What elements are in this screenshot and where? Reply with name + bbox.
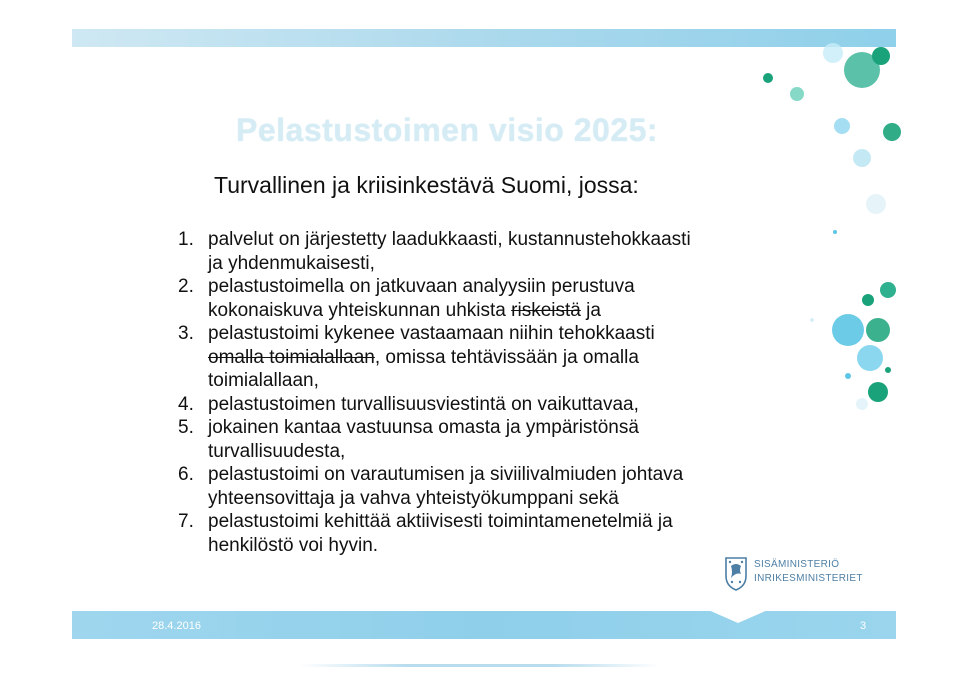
page-number: 3: [860, 620, 867, 632]
dot: [823, 43, 843, 63]
item-text: yhteensovittaja ja vahva yhteistyökumppani sekä: [208, 487, 619, 509]
dot: [856, 398, 868, 410]
item-number: 7.: [178, 511, 194, 532]
list-item: [166, 463, 806, 510]
list-item: [166, 510, 806, 557]
dot: [834, 118, 850, 134]
dot: [866, 194, 886, 214]
item-text: pelastustoimen turvallisuusviestintä on vaikuttavaa,: [208, 393, 639, 415]
logo-text-swedish: INRIKESMINISTERIET: [754, 573, 863, 584]
item-text: pelastustoimi kehittää aktiivisesti toimintamenetelmiä ja: [208, 511, 673, 532]
item-text: palvelut on järjestetty laadukkaasti, kustannustehokkaasti: [208, 229, 691, 250]
item-text: toimialallaan,: [208, 370, 319, 391]
item-number: 2.: [178, 276, 194, 297]
dot: [790, 87, 804, 101]
dot: [883, 123, 901, 141]
dot: [853, 149, 871, 167]
lion-crest-icon: [722, 552, 750, 592]
dot: [833, 230, 837, 234]
item-text: kokonaiskuva yhteiskunnan uhkista: [208, 299, 512, 321]
item-number: 3.: [178, 323, 194, 344]
item-text: ja: [580, 299, 601, 321]
item-number: 1.: [178, 229, 194, 250]
list-item: [166, 416, 806, 463]
item-text: henkilöstö voi hyvin.: [208, 534, 379, 556]
dot: [845, 373, 851, 379]
dot: [763, 73, 773, 83]
item-number: 4.: [178, 393, 194, 415]
item-text: pelastustoimi kykenee vastaamaan niihin tehokkaasti: [208, 323, 655, 344]
dot: [885, 367, 891, 373]
dot: [872, 47, 890, 65]
item-text: jokainen kantaa vastuunsa omasta ja ympäristönsä: [208, 417, 639, 438]
logo-text-finnish: SISÄMINISTERIÖ: [754, 559, 840, 570]
slide-title: Pelastustoimen visio 2025:: [236, 112, 659, 148]
list-item: [166, 228, 806, 275]
list-item: [166, 322, 806, 393]
strikethrough-text: riskeistä: [511, 299, 581, 321]
item-text: pelastustoimella on jatkuvaan analyysiin perustuva: [208, 276, 635, 297]
dot: [862, 294, 874, 306]
dot: [857, 345, 883, 371]
item-text: turvallisuudesta,: [208, 440, 346, 462]
strikethrough-text: omalla toimialallaan: [208, 346, 375, 368]
dot: [832, 314, 864, 346]
item-number: 6.: [178, 464, 194, 485]
list-item: [166, 393, 806, 417]
item-text: pelastustoimi on varautumisen ja siviilivalmiuden johtava: [208, 464, 684, 485]
slide-subtitle: Turvallinen ja kriisinkestävä Suomi, jossa:: [214, 172, 639, 198]
list-item: [166, 275, 806, 322]
dot: [810, 318, 814, 322]
dot: [868, 382, 888, 402]
item-text: , omissa tehtävissään ja omalla: [374, 346, 639, 368]
dot: [880, 282, 896, 298]
ministry-logo: [722, 552, 863, 592]
vision-list: [166, 228, 806, 557]
item-number: 5.: [178, 417, 194, 438]
item-text: ja yhdenmukaisesti,: [208, 252, 375, 274]
bottom-decor-line: [300, 664, 660, 667]
footer-date: 28.4.2016: [152, 620, 201, 632]
dot: [866, 318, 890, 342]
